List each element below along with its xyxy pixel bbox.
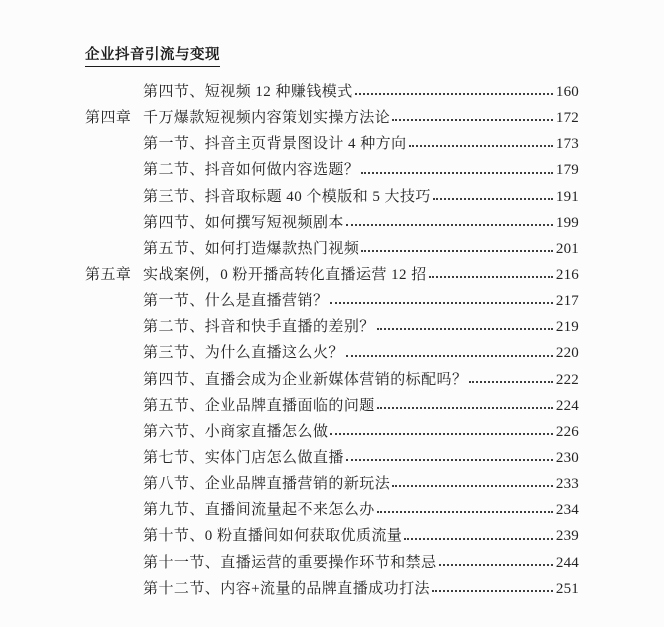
toc-entry-page: 199 (555, 214, 579, 231)
toc-entry-title: 第十二节、内容+流量的品牌直播成功打法 (143, 580, 431, 597)
dot-leader (330, 302, 552, 304)
dot-leader (432, 590, 553, 592)
toc-entry-title: 第四节、直播会成为企业新媒体营销的标配吗？ (143, 371, 468, 388)
chapter-label: 第五章 (85, 266, 132, 283)
dot-leader (355, 93, 553, 95)
toc-entry (85, 185, 579, 211)
toc-entry-title: 第一节、抖音主页背景图设计 4 种方向 (143, 136, 407, 153)
toc-entry (85, 211, 579, 237)
toc-entry-title: 第三节、抖音取标题 40 个模版和 5 大技巧 (143, 188, 431, 205)
toc-entry-page: 224 (555, 397, 579, 414)
dot-leader (377, 511, 553, 513)
toc-entry (85, 551, 579, 577)
toc-entry-title: 第七节、实体门店怎么做直播 (143, 449, 344, 466)
chapter-label: 第四章 (85, 110, 132, 127)
toc-entry (85, 368, 579, 394)
toc-entry-page: 239 (555, 528, 579, 545)
toc-list (85, 80, 579, 603)
toc-entry-page: 160 (555, 84, 579, 100)
toc-entry-page: 191 (555, 188, 579, 205)
toc-entry-title: 第一节、什么是直播营销？ (143, 293, 329, 310)
dot-leader (392, 485, 553, 487)
dot-leader (346, 355, 553, 357)
dot-leader (330, 433, 552, 435)
dot-leader (361, 250, 553, 252)
toc-entry-page: 233 (555, 476, 579, 493)
toc-entry (85, 577, 579, 603)
toc-entry (85, 394, 579, 420)
page-title: 企业抖音引流与变现 (85, 43, 220, 67)
toc-entry-title: 第四节、如何撰写短视频剧本 (143, 214, 344, 231)
toc-entry (85, 80, 579, 106)
toc-entry-page: 251 (555, 580, 579, 597)
toc-entry (85, 289, 579, 315)
dot-leader (433, 198, 553, 200)
toc-entry-page: 216 (555, 266, 579, 283)
toc-entry-title: 第八节、企业品牌直播营销的新玩法 (143, 476, 391, 493)
toc-entry-title: 千万爆款短视频内容策划实操方法论 (143, 110, 391, 127)
toc-entry-page: 201 (555, 240, 579, 257)
dot-leader (429, 276, 553, 278)
dot-leader (346, 224, 553, 226)
dot-leader (361, 172, 553, 174)
toc-entry-title: 第十一节、直播运营的重要操作环节和禁忌 (143, 554, 437, 571)
toc-entry-title: 实战案例，0 粉开播高转化直播运营 12 招 (143, 266, 427, 283)
toc-entry-page: 172 (555, 110, 579, 127)
dot-leader (439, 564, 553, 566)
toc-entry-title: 第九节、直播间流量起不来怎么办 (143, 502, 375, 519)
toc-entry-title: 第二节、抖音如何做内容选题？ (143, 162, 360, 179)
dot-leader (392, 119, 553, 121)
dot-leader (377, 407, 553, 409)
toc-entry-page: 179 (555, 162, 579, 179)
toc-entry (85, 158, 579, 184)
toc-entry-title: 第三节、为什么直播这么火？ (143, 345, 344, 362)
toc-entry-title: 第五节、如何打造爆款热门视频 (143, 240, 360, 257)
toc-entry-title: 第十节、0 粉直播间如何获取优质流量 (143, 528, 403, 545)
toc-entry (85, 106, 579, 132)
toc-entry (85, 446, 579, 472)
dot-leader (409, 145, 553, 147)
toc-entry-page: 173 (555, 136, 579, 153)
dot-leader (404, 538, 553, 540)
toc-entry-title: 第四节、短视频 12 种赚钱模式 (143, 84, 353, 100)
toc-entry (85, 341, 579, 367)
toc-entry (85, 524, 579, 550)
toc-entry-page: 217 (555, 293, 579, 310)
toc-entry-page: 234 (555, 502, 579, 519)
toc-entry (85, 132, 579, 158)
dot-leader (377, 328, 553, 330)
dot-leader (346, 459, 553, 461)
toc-entry-page: 226 (555, 423, 579, 440)
toc-entry-page: 220 (555, 345, 579, 362)
toc-entry-title: 第五节、企业品牌直播面临的问题 (143, 397, 375, 414)
toc-entry (85, 420, 579, 446)
toc-entry-page: 222 (555, 371, 579, 388)
toc-entry-title: 第六节、小商家直播怎么做 (143, 423, 329, 440)
toc-entry (85, 263, 579, 289)
toc-entry-title: 第二节、抖音和快手直播的差别？ (143, 319, 375, 336)
toc-entry (85, 472, 579, 498)
dot-leader (469, 381, 552, 383)
toc-entry (85, 498, 579, 524)
toc-entry-page: 244 (555, 554, 579, 571)
toc-entry (85, 315, 579, 341)
toc-entry-page: 230 (555, 449, 579, 466)
toc-entry (85, 237, 579, 263)
toc-entry-page: 219 (555, 319, 579, 336)
